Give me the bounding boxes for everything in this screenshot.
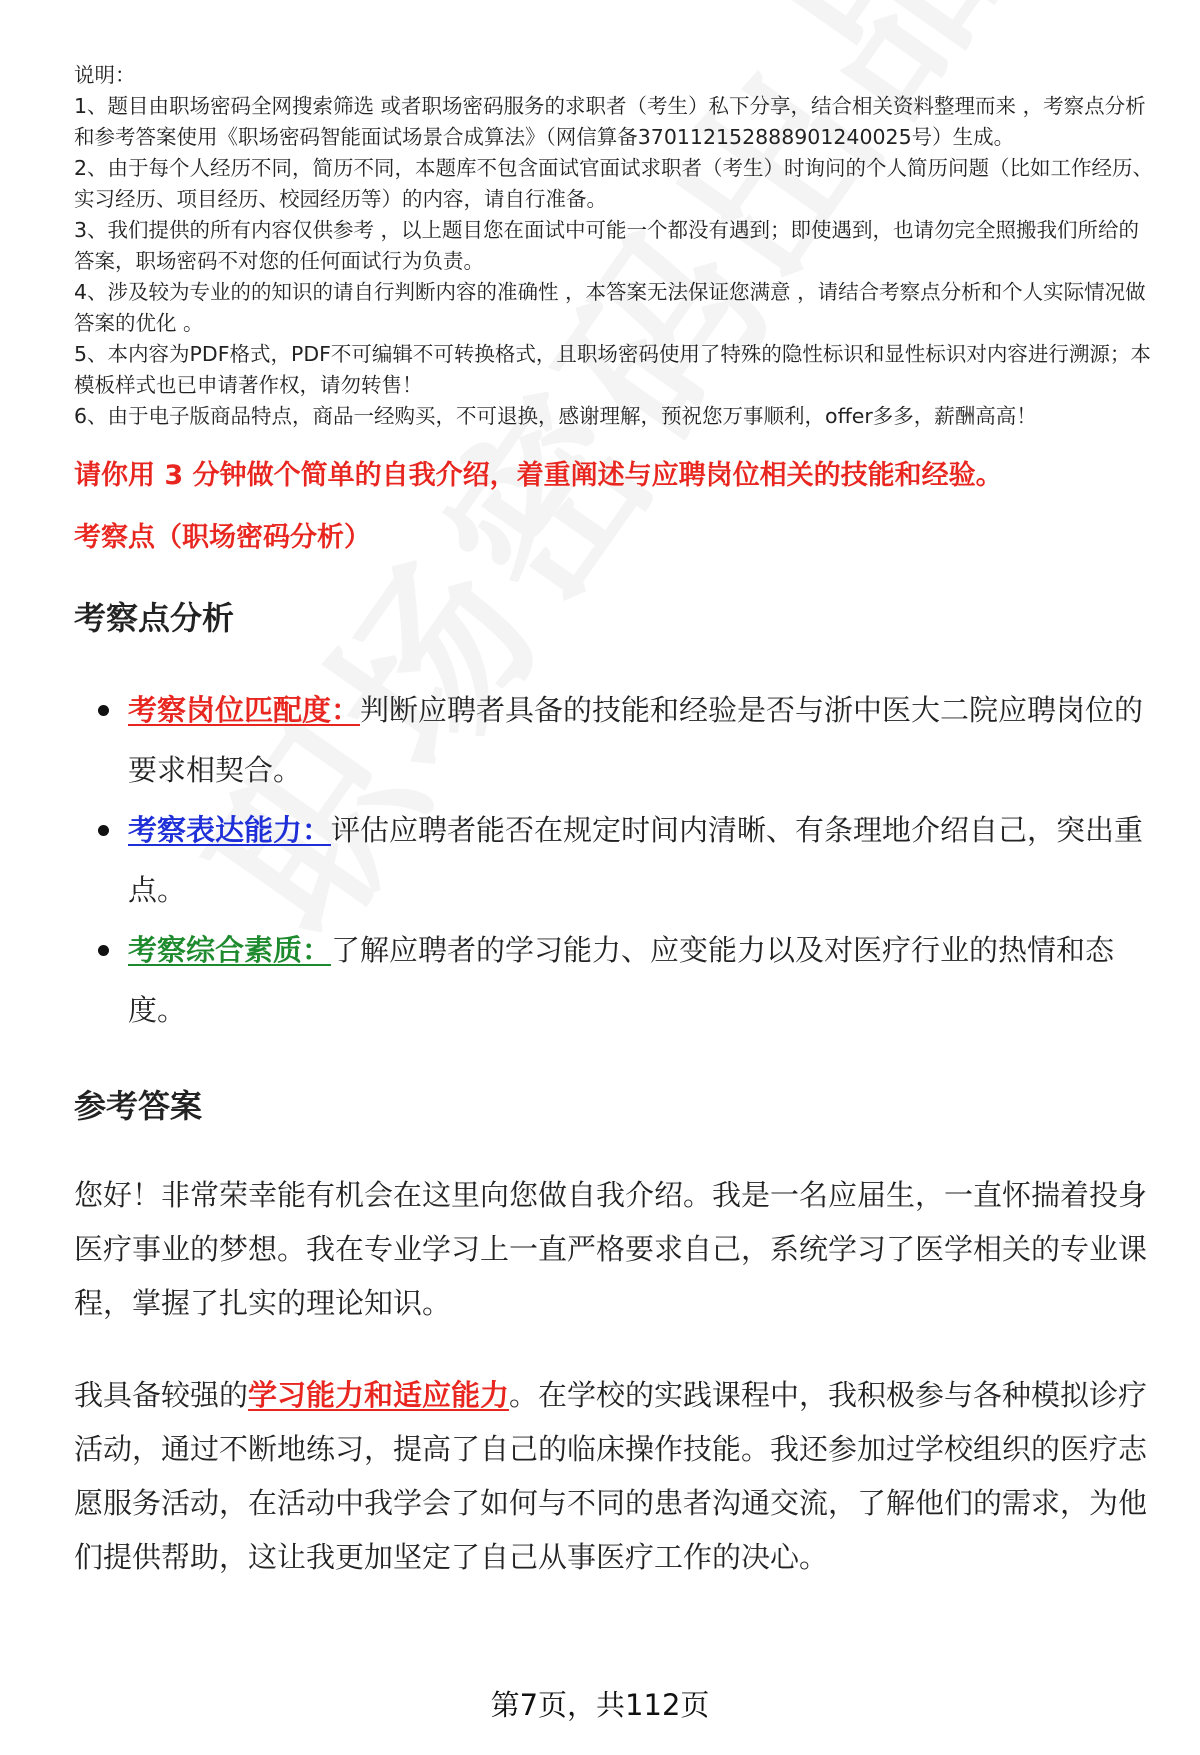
answer-paragraph	[74, 1368, 1154, 1584]
answer-text: 我具备较强的	[74, 1378, 249, 1412]
notes-heading: 说明：	[74, 63, 136, 87]
notes-item: 2、由于每个人经历不同，简历不同，本题库不包含面试官面试求职者（考生）时询问的个人简历问题（比如工作经历、实习经历、项目经历、校园经历等）的内容，请自行准备。	[74, 156, 1154, 211]
document-page	[74, 60, 1154, 1584]
analysis-text: 了解应聘者的学习能力、应变能力以及对医疗行业的热情和态度。	[128, 933, 1115, 1027]
notes-item: 6、由于电子版商品特点，商品一经购买，不可退换，感谢理解，预祝您万事顺利，offer多多，薪酬高高！	[74, 404, 1037, 428]
notes-block	[74, 60, 1154, 432]
analysis-text: 判断应聘者具备的技能和经验是否与浙中医大二院应聘岗位的要求相契合。	[128, 693, 1144, 787]
analysis-item-overall-quality	[74, 920, 1154, 1040]
answer-paragraph: 您好！非常荣幸能有机会在这里向您做自我介绍。我是一名应届生，一直怀揣着投身医疗事业的梦想。我在专业学习上一直严格要求自己，系统学习了医学相关的专业课程，掌握了扎实的理论知识。	[74, 1178, 1148, 1320]
analysis-label: 考察表达能力：	[128, 813, 332, 847]
notes-item: 3、我们提供的所有内容仅供参考 ，以上题目您在面试中可能一个都没有遇到；即使遇到，也请勿完全照搬我们所给的答案，职场密码不对您的任何面试行为负责。	[74, 218, 1140, 273]
analysis-label: 考察综合素质：	[128, 933, 332, 967]
answer-text: 。在学校的实践课程中，我积极参与各种模拟诊疗活动，通过不断地练习，提高了自己的临床操作技能。我还参加过学校组织的医疗志愿服务活动，在活动中我学会了如何与不同的患者沟通交流，了解他们的需求，为他们提供帮助，这让我更加坚定了自己从事医疗工作的决心。	[74, 1378, 1148, 1574]
page-number: 第7页，共112页	[490, 1688, 710, 1722]
bullet-icon	[98, 705, 109, 716]
interview-question: 请你用 3 分钟做个简单的自我介绍，着重阐述与应聘岗位相关的技能和经验。	[74, 460, 1003, 491]
notes-item: 4、涉及较为专业的的知识的请自行判断内容的准确性 ，本答案无法保证您满意 ，请结合考察点分析和个人实际情况做答案的优化 。	[74, 280, 1146, 335]
answer-title: 参考答案	[74, 1087, 203, 1125]
answer-highlight: 学习能力和适应能力	[248, 1378, 510, 1412]
analysis-item-position-match	[74, 680, 1154, 800]
bullet-icon	[98, 825, 109, 836]
notes-item: 1、题目由职场密码全网搜索筛选 或者职场密码服务的求职者（考生）私下分享，结合相关资料整理而来 ，考察点分析和参考答案使用《职场密码智能面试场景合成算法》（网信算备370112152888901240025号）生成。	[74, 94, 1146, 149]
analysis-item-expression	[74, 800, 1154, 920]
notes-item: 5、本内容为PDF格式，PDF不可编辑不可转换格式，且职场密码使用了特殊的隐性标识和显性标识对内容进行溯源；本模板样式也已申请著作权，请勿转售！	[74, 342, 1151, 397]
bullet-icon	[98, 945, 109, 956]
analysis-text: 评估应聘者能否在规定时间内清晰、有条理地介绍自己，突出重点。	[128, 813, 1144, 907]
analysis-list	[74, 680, 1154, 1040]
analysis-subheading: 考察点（职场密码分析）	[74, 522, 371, 553]
analysis-title: 考察点分析	[74, 599, 235, 637]
analysis-label: 考察岗位匹配度：	[128, 693, 361, 727]
answer-body	[74, 1168, 1154, 1584]
